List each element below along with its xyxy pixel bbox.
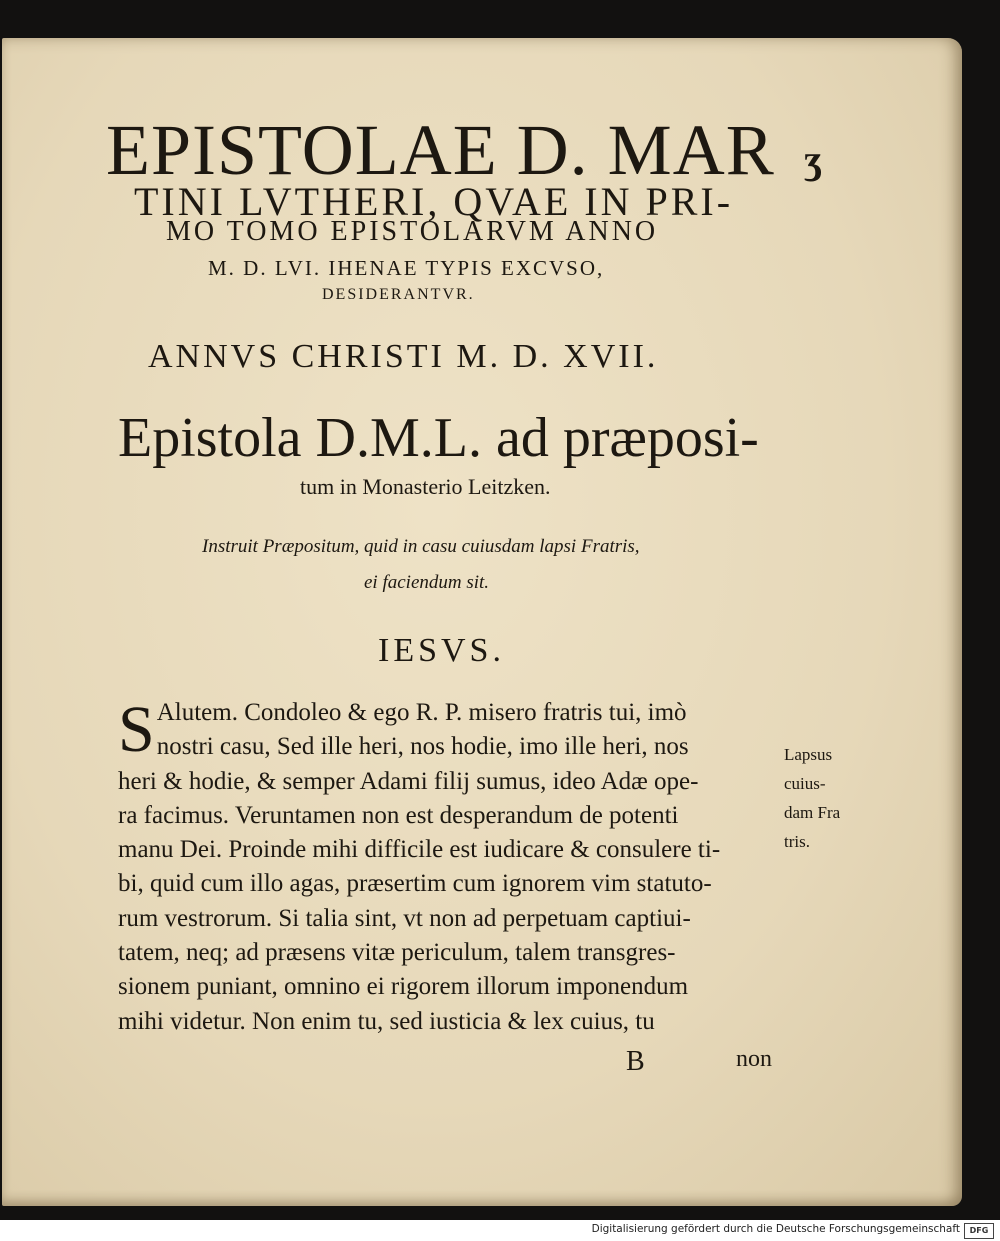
dfg-logo-icon: DFG bbox=[964, 1223, 994, 1239]
body-line: sionem puniant, omnino ei rigorem illorum imponendum bbox=[118, 973, 689, 1001]
year-heading: ANNVS CHRISTI M. D. XVII. bbox=[148, 338, 659, 375]
title-ornament-glyph: ʒ bbox=[804, 137, 823, 182]
body-line: ra facimus. Veruntamen non est desperandum de potenti bbox=[118, 801, 679, 829]
marginal-line: cuius- bbox=[784, 774, 826, 793]
title-line-4: M. D. LVI. IHENAE TYPIS EXCVSO, bbox=[208, 256, 605, 280]
letter-body bbox=[118, 693, 778, 1039]
marginal-line: dam Fra bbox=[784, 803, 841, 822]
catchword: non bbox=[736, 1046, 772, 1072]
marginal-line: tris. bbox=[784, 832, 810, 851]
signature-mark: B bbox=[626, 1046, 645, 1077]
title-line-3: MO TOMO EPISTOLARVM ANNO bbox=[166, 216, 659, 247]
invocation-heading: IESVS. bbox=[378, 632, 505, 669]
book-page bbox=[2, 38, 962, 1206]
title-line-1: EPISTOLAE D. MAR bbox=[106, 110, 775, 190]
body-line: nostri casu, Sed ille heri, nos hodie, imo ille heri, nos bbox=[156, 733, 689, 761]
body-line: tatem, neq; ad præsens vitæ periculum, talem transgres- bbox=[118, 939, 676, 967]
body-line: rum vestrorum. Si talia sint, vt non ad perpetuam captiui- bbox=[118, 904, 691, 932]
epistle-subtitle: tum in Monasterio Leitzken. bbox=[300, 474, 551, 499]
marginal-note bbox=[784, 740, 874, 856]
body-line: mihi videtur. Non enim tu, sed iusticia & lex cuius, tu bbox=[118, 1007, 655, 1035]
drop-cap: S bbox=[118, 693, 155, 766]
title-line-5: DESIDERANTVR. bbox=[322, 286, 475, 303]
body-line: bi, quid cum illo agas, præsertim cum ignorem vim statuto- bbox=[118, 870, 712, 898]
title-line-2: TINI LVTHERI, QVAE IN PRI- bbox=[134, 179, 734, 224]
footer-credit-text: Digitalisierung gefördert durch die Deutsche Forschungsgemeinschaft bbox=[591, 1223, 960, 1235]
marginal-line: Lapsus bbox=[784, 745, 833, 764]
body-line: Alutem. Condoleo & ego R. P. misero fratris tui, imò bbox=[156, 699, 687, 726]
argument-line-1: Instruit Præpositum, quid in casu cuiusdam lapsi Fratris, bbox=[202, 536, 640, 557]
digitization-footer bbox=[0, 1220, 1000, 1241]
epistle-title: Epistola D.M.L. ad præposi- bbox=[118, 407, 759, 469]
body-line: heri & hodie, & semper Adami filij sumus, ideo Adæ ope- bbox=[118, 767, 699, 795]
argument-line-2: ei faciendum sit. bbox=[364, 572, 490, 593]
body-line: manu Dei. Proinde mihi difficile est iudicare & consulere ti- bbox=[118, 836, 721, 864]
